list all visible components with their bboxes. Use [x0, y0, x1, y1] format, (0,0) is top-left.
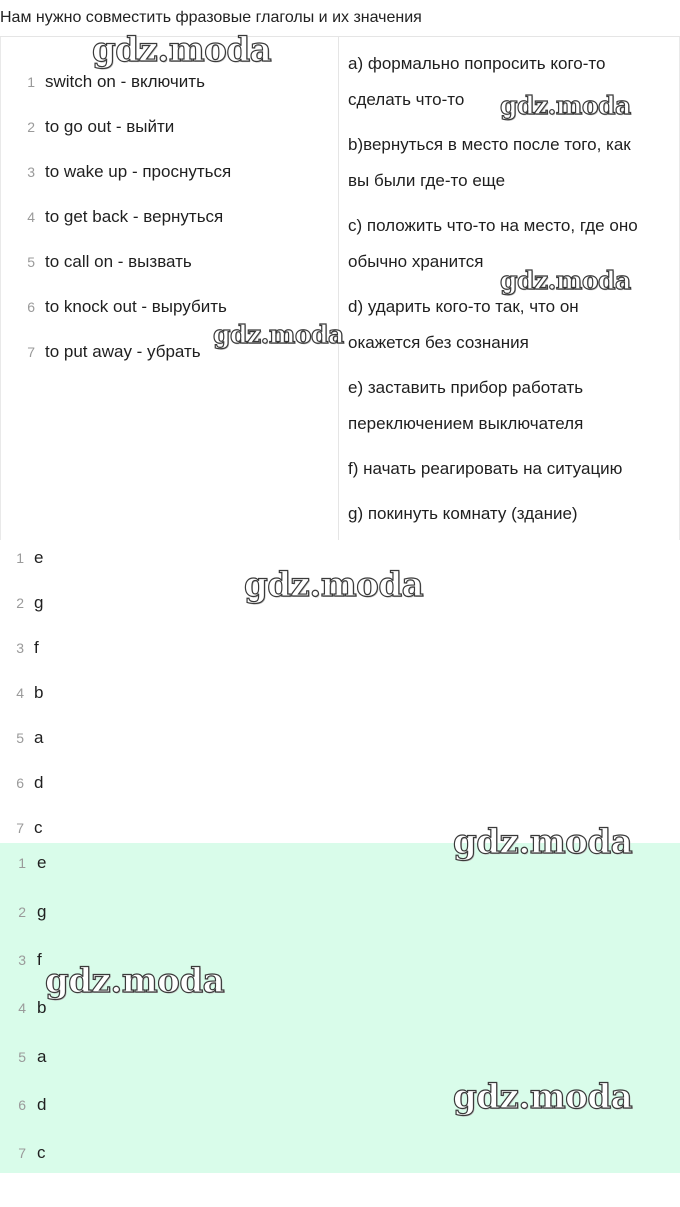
answer-letter: c	[37, 1143, 46, 1162]
item-number: 6	[27, 299, 35, 315]
answer-letter: c	[34, 818, 43, 837]
answer-item	[0, 816, 43, 840]
verb-text: to knock out - вырубить	[45, 297, 227, 316]
meaning-line: сделать что-то	[348, 90, 465, 109]
answer-item	[0, 1093, 46, 1117]
answer-item	[0, 636, 39, 660]
answer-item	[0, 726, 43, 750]
watermark: gdz.moda	[213, 320, 344, 349]
watermark: gdz.moda	[453, 822, 633, 862]
meaning-line: e) заставить прибор работать	[348, 378, 584, 397]
highlighted-answer-block	[0, 843, 680, 1173]
item-number: 7	[27, 344, 35, 360]
answer-item	[0, 681, 43, 705]
meaning-line: а) формально попросить кого-то	[348, 54, 606, 73]
item-number: 3	[18, 952, 26, 968]
answer-letter: d	[34, 773, 44, 792]
item-number: 6	[18, 1097, 26, 1113]
answer-item	[0, 900, 46, 924]
answer-item	[0, 948, 42, 972]
item-number: 5	[18, 1049, 26, 1065]
item-number: 7	[18, 1145, 26, 1161]
item-number: 2	[27, 119, 35, 135]
item-number: 1	[16, 550, 24, 566]
verb-text: switch on - включить	[45, 72, 205, 91]
task-heading: Нам нужно совместить фразовые глаголы и их значения	[0, 9, 422, 26]
verb-item	[1, 205, 223, 229]
watermark: gdz.moda	[92, 30, 272, 70]
answer-letter: g	[37, 902, 47, 921]
watermark: gdz.moda	[45, 961, 225, 1001]
answer-item	[0, 591, 43, 615]
item-number: 4	[16, 685, 24, 701]
answer-letter: e	[34, 548, 44, 567]
verb-item	[1, 70, 205, 94]
answer-letter: a	[34, 728, 44, 747]
item-number: 3	[27, 164, 35, 180]
answer-letter: b	[34, 683, 44, 702]
item-number: 2	[16, 595, 24, 611]
answer-item	[0, 1045, 46, 1069]
answer-letter: g	[34, 593, 44, 612]
watermark: gdz.moda	[500, 91, 631, 120]
answer-item	[0, 771, 43, 795]
answer-letter: f	[34, 638, 39, 657]
verb-text: to wake up - проснуться	[45, 162, 232, 181]
verb-text: to put away - убрать	[45, 342, 201, 361]
meaning-line: b)вернуться в место после того, как	[348, 135, 631, 154]
verb-text: to get back - вернуться	[45, 207, 224, 226]
answer-letter: b	[37, 998, 47, 1017]
item-number: 2	[18, 904, 26, 920]
item-number: 5	[27, 254, 35, 270]
answer-item	[0, 546, 43, 570]
answer-letter: a	[37, 1047, 47, 1066]
answer-letter: d	[37, 1095, 47, 1114]
meaning-line: c) положить что-то на место, где оно	[348, 216, 638, 235]
watermark: gdz.moda	[244, 565, 424, 605]
verb-item	[1, 115, 174, 139]
meaning-line: окажется без сознания	[348, 333, 529, 352]
meaning-line: f) начать реагировать на ситуацию	[348, 459, 623, 478]
item-number: 3	[16, 640, 24, 656]
meaning-line: переключением выключателя	[348, 414, 584, 433]
item-number: 4	[18, 1000, 26, 1016]
item-number: 4	[27, 209, 35, 225]
item-number: 5	[16, 730, 24, 746]
verb-item	[1, 160, 231, 184]
answer-item	[0, 851, 46, 875]
verb-item	[1, 295, 227, 319]
meaning-line: d) ударить кого-то так, что он	[348, 297, 579, 316]
verb-text: to go out - выйти	[45, 117, 175, 136]
meaning-line: обычно хранится	[348, 252, 484, 271]
item-number: 6	[16, 775, 24, 791]
verb-text: to call on - вызвать	[45, 252, 192, 271]
answer-item	[0, 1141, 46, 1165]
item-number: 1	[18, 855, 26, 871]
watermark: gdz.moda	[500, 266, 631, 295]
answer-letter: e	[37, 853, 47, 872]
answer-item	[0, 996, 46, 1020]
item-number: 7	[16, 820, 24, 836]
answer-letter: f	[37, 950, 42, 969]
meaning-line: g) покинуть комнату (здание)	[348, 504, 578, 523]
watermark: gdz.moda	[453, 1077, 633, 1117]
verb-item	[1, 340, 201, 364]
item-number: 1	[27, 74, 35, 90]
verbs-column	[0, 37, 339, 540]
meaning-line: вы были где-то еще	[348, 171, 506, 190]
verb-item	[1, 250, 192, 274]
